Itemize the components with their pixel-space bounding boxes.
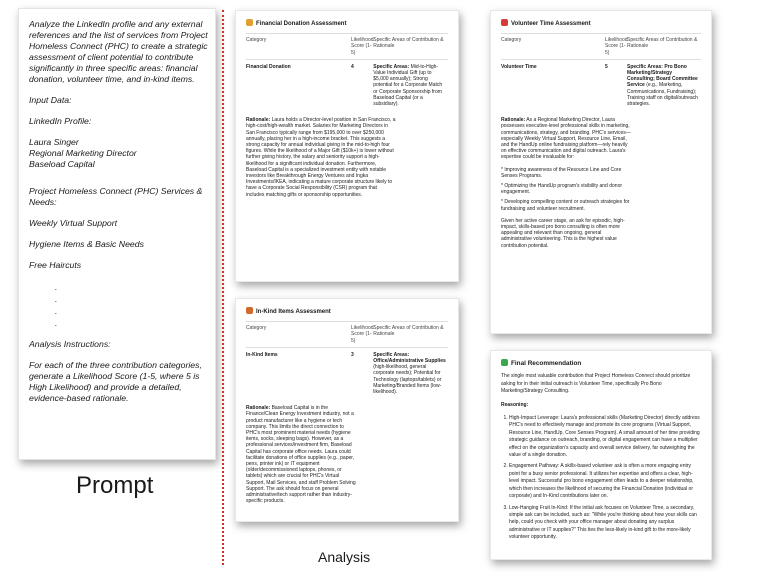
check-box-icon — [501, 359, 508, 366]
volunteer-rationale: Rationale: As a Regional Marketing Director, Laura possesses executive-level professional skills in marketing, communications, strategy, and branding. PHC's services—especially Weekly Virtual Support, Resource Line, Email, and the HandUp online fundraising platform—rely heavily on effective communication and digital outreach. Laura's expertise could be invaluable for: — [501, 117, 631, 161]
inkind-card — [235, 298, 459, 522]
financial-table-header: Category Likelihood Score (1-5) Specific Areas of Contribution & Rationale — [246, 33, 448, 60]
gift-icon — [246, 307, 253, 314]
prompt-linkedin-heading: LinkedIn Profile: — [29, 116, 92, 126]
prompt-service-2: Hygiene Items & Basic Needs — [29, 239, 144, 249]
prompt-phc-heading: Project Homeless Connect (PHC) Services & Needs: — [29, 186, 203, 207]
final-recommendation-card — [490, 350, 712, 560]
inkind-table-header: Category Likelihood Score (1-5) Specific Areas of Contribution & Rationale — [246, 321, 448, 348]
financial-title: Financial Donation Assessment — [246, 19, 448, 27]
list-item: 2. Engagement Pathway: A skills-based volunteer ask is often a more engaging entry point for a busy senior professional. It utilizes her expertise and offers a clear, high-level impact. Successful pro bono engagement often leads to a deeper relationship, which then increases the likelihood of securing the Financial Donation (individual or corporate) and In-Kind contributions later on. — [509, 463, 701, 500]
financial-rationale: Rationale: Laura holds a Director-level position in San Francisco, a high-cost/high-wealth market. Salaries for Marketing Directors in San Francisco typically range from $195,000 to over $250,000 annually, placing her in a high-income bracket. This suggests a strong capacity for annual individual giving in the mid-to-high four figures. While the likelihood of a Major Gift ($10k+) is lower without further giving history, the salary and seniority support a high-likelihood for a significant individual donation. Furthermore, Baseload Capital is a specialized investment entity with notable investors like Breakthrough Energy Ventures and Ingka Investments/IKEA, indicating a mature corporate structure likely to have a Corporate Social Responsibility (CSR) program that includes matching gifts or sponsorship opportunities. — [246, 117, 396, 198]
final-reasoning-list — [509, 415, 701, 542]
prompt-instructions-heading: Analysis Instructions: — [29, 339, 111, 349]
prompt-service-1: Weekly Virtual Support — [29, 218, 118, 228]
prompt-intro: Analyze the LinkedIn profile and any external references and the list of services from Project Homeless Connect (PHC) to create a strategic assessment of client potential to contribute significantly in three specific areas: financial donation, volunteer time, and in-kind items. — [29, 19, 208, 84]
financial-card — [235, 10, 459, 282]
prompt-input-heading: Input Data: — [29, 95, 72, 105]
prompt-label: Prompt — [76, 472, 154, 499]
inkind-title: In-Kind Items Assessment — [246, 307, 448, 315]
money-bag-icon — [246, 19, 253, 26]
final-title: Final Recommendation — [501, 359, 701, 367]
financial-table-row: Financial Donation 4 Specific Areas: Mid-to-High-Value Individual Gift (up to $5,000 annually); Strong potential for a Corporate Match or Corporate Sponsorship from Baseload Capital (or a subsidiary). — [246, 63, 443, 108]
list-item: 1. High-Impact Leverage: Laura's professional skills (Marketing Director) directly address PHC's need to effectively manage and promote its core programs (Virtual Support, Resource Line, HandUp, Core Senses Program). A small amount of her time providing strategic guidance on outreach, branding, or digital engagement can have a multiplier effect on the organization's capacity and overall service delivery, far outweighing the value of a single donation. — [509, 415, 701, 459]
inkind-rationale: Rationale: Baseload Capital is in the Finance/Clean Energy Investment industry, not a product manufacturer like a hygiene or tech company. This limits the direct connection to PHC's most prominent material needs (hygiene items, socks, sleeping bags). However, as a professional services/investment firm, Baseload Capital has corporate office needs. Laura could facilitate donations of office supplies (e.g., paper, pens, printer ink) or IT equipment (older/decommissioned laptops, phones, or tablets) which are crucial for PHC's Virtual Support, Mail Services, and staff Problem Solving Support. The ask should focus on general administrative/tech support rather than industry-specific products. — [246, 405, 356, 505]
inkind-table-row: In-Kind Items 3 Specific Areas: Office/Administrative Supplies (high-likelihood, general corporate needs); Potential for Technology (laptops/tablets) or Marketing/Branded Items (low-likelihood). — [246, 351, 446, 396]
list-item: 3. Low-Hanging Fruit In-Kind: If the initial ask focuses on Volunteer Time, a secondary, simple ask can be included, such as: "While you're thinking about how your skills can help, could you check with your office manager about donating any surplus administrative or IT supplies?" This ties the less-likely in-kind gift to the more-likely volunteer opportunity. — [509, 505, 701, 542]
prompt-card — [18, 8, 216, 460]
volunteer-closing: Given her active career stage, an ask for episodic, high-impact, skills-based pro bono consulting is often more appealing and relevant than ongoing, general administrative volunteering. This is the highest value contribution potential. — [501, 217, 625, 249]
final-reasoning-heading: Reasoning: — [501, 401, 529, 408]
prompt-service-3: Free Haircuts — [29, 260, 82, 270]
prompt-text — [29, 19, 209, 414]
volunteer-title: Volunteer Time Assessment — [501, 19, 701, 27]
volunteer-bullets — [501, 167, 631, 212]
prompt-instructions: For each of the three contribution categories, generate a Likelihood Score (1-5, where 5 is High Likelihood) and provide a detailed, evidence-based rationale. — [29, 360, 202, 403]
final-intro: The single most valuable contribution that Project Homeless Connect should prioritize asking for in their initial outreach is Volunteer Time, specifically Pro Bono Marketing/Strategy Consulting. — [501, 373, 691, 395]
divider-line — [222, 10, 224, 565]
list-item: * Optimizing the HandUp program's visibility and donor engagement. — [501, 183, 623, 196]
prompt-profile: Laura Singer Regional Marketing Director Baseload Capital — [29, 137, 137, 169]
volunteer-table-header: Category Likelihood Score (1-5) Specific Areas of Contribution & Rationale — [501, 33, 701, 60]
volunteer-card — [490, 10, 712, 334]
list-item: * Developing compelling content or outreach strategies for fundraising and volunteer recruitment. — [501, 199, 630, 212]
prompt-ellipsis: . . . . — [55, 282, 58, 328]
alarm-clock-icon — [501, 19, 508, 26]
volunteer-table-row: Volunteer Time 5 Specific Areas: Pro Bono Marketing/Strategy Consulting; Board Committee Service (e.g., Marketing, Communications, Fundraising); Training staff on digital/outreach strategies. — [501, 63, 698, 108]
list-item: * Improving awareness of the Resource Line and Core Senses Programs. — [501, 166, 622, 179]
analysis-label: Analysis — [318, 549, 371, 565]
